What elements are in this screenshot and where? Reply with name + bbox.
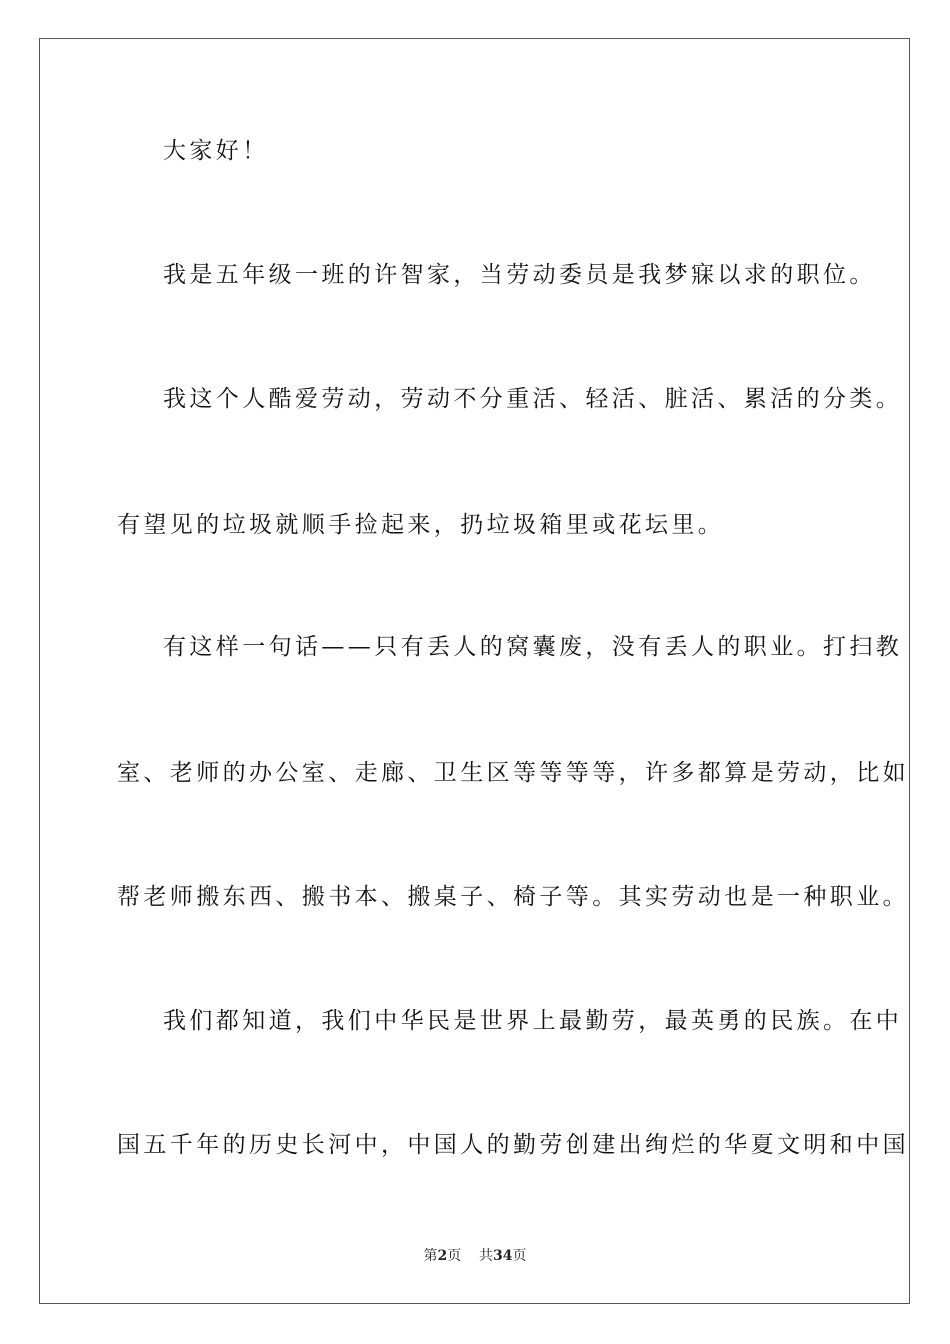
text-line-2: 我是五年级一班的许智家，当劳动委员是我梦寐以求的职位。 [163,262,876,288]
text-line-9: 国五千年的历史长河中，中国人的勤劳创建出绚烂的华夏文明和中国 [117,1132,909,1158]
text-line-8: 我们都知道，我们中华民是世界上最勤劳，最英勇的民族。在中 [163,1008,903,1034]
text-line-4: 有望见的垃圾就顺手捡起来，扔垃圾箱里或花坛里。 [117,512,725,538]
text-line-3: 我这个人酷爱劳动，劳动不分重活、轻活、脏活、累活的分类。 [163,386,903,412]
footer-page-suffix: 页 [447,1248,462,1264]
footer-page-number: 2 [437,1248,448,1264]
text-line-7: 帮老师搬东西、搬书本、搬桌子、椅子等。其实劳动也是一种职业。 [117,884,909,910]
footer-total-pages: 34 [493,1248,513,1264]
text-line-1: 大家好！ [163,138,269,164]
page-border [39,38,910,1304]
footer-page-prefix: 第 [423,1248,438,1264]
page-footer [0,1247,950,1265]
footer-total-suffix: 页 [512,1248,527,1264]
footer-total-prefix: 共 [479,1248,494,1264]
text-line-6: 室、老师的办公室、走廊、卫生区等等等等，许多都算是劳动，比如 [117,760,909,786]
text-line-5: 有这样一句话——只有丢人的窝囊废，没有丢人的职业。打扫教 [163,634,903,660]
